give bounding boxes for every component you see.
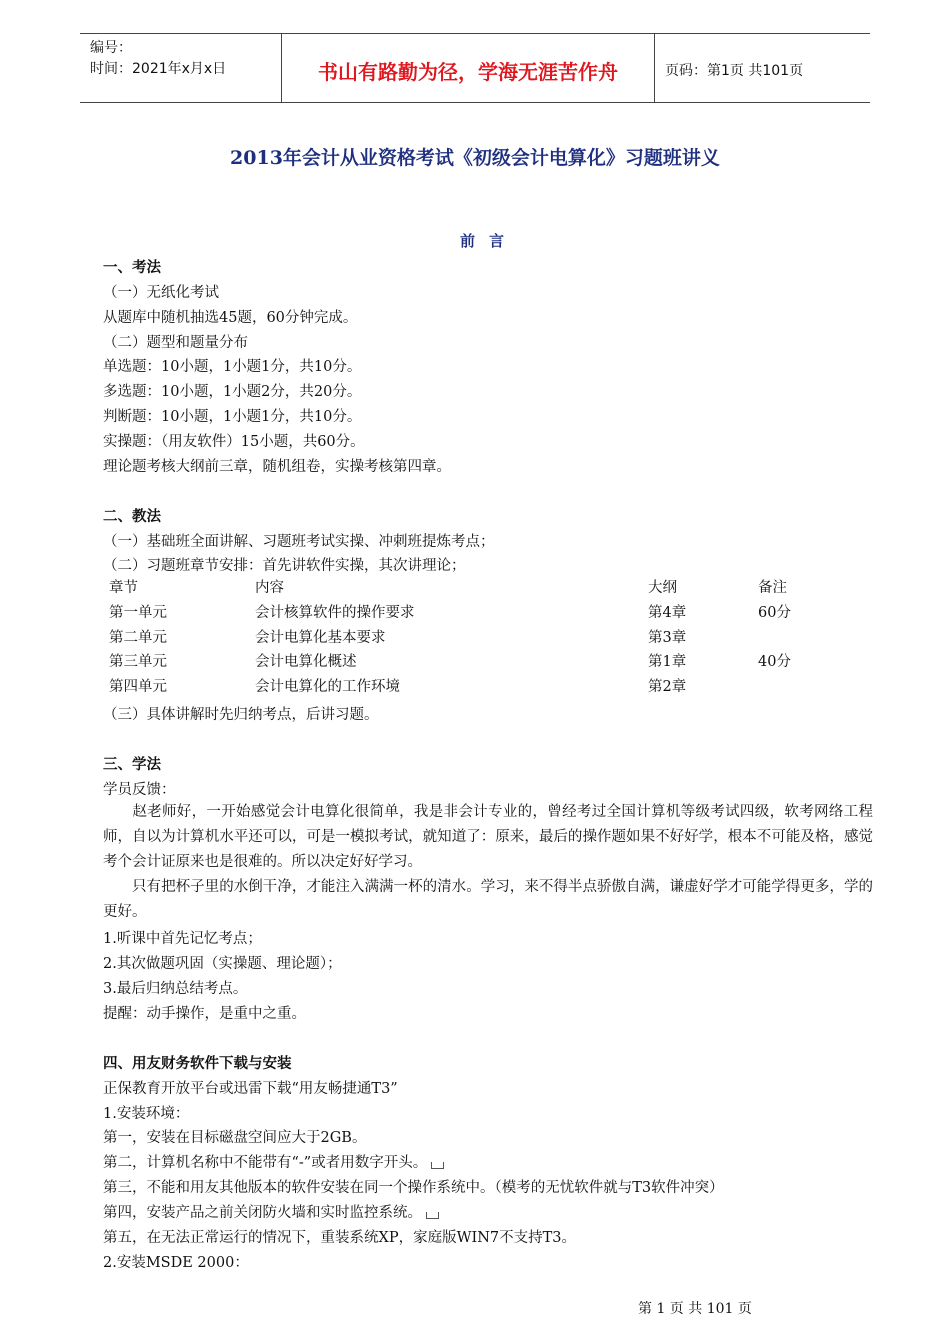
table-cell: 第1章	[648, 654, 687, 671]
time-text: 时间：2021年x月x日	[90, 61, 227, 77]
section-heading: 四、用友财务软件下载与安装	[103, 1056, 292, 1072]
text-line: （二）题型和题量分布	[103, 335, 248, 351]
feedback-paragraph: 只有把杯子里的水倒干净，才能注入满满一杯的清水。学习，来不得半点骄傲自满，谦虚好学才可能学得更多，学的更好。	[103, 879, 873, 920]
header-page-number: 页码：第1页 共101页	[665, 63, 804, 79]
text-line: 实操题：（用友软件）15小题，共60分。	[103, 434, 365, 450]
table-cell: 第四单元	[109, 679, 167, 696]
preface-title: 前言	[459, 232, 518, 250]
section-heading: 一、考法	[103, 260, 161, 276]
header-divider	[654, 34, 655, 102]
text-line: 多选题：10小题，1小题2分，共20分。	[103, 384, 362, 400]
text-line: 1.听课中首先记忆考点；	[103, 931, 262, 947]
table-row	[109, 626, 809, 651]
table-cell: 会计电算化概述	[255, 654, 357, 671]
table-header-cell: 章节	[109, 580, 138, 596]
text-line: 判断题：10小题，1小题1分，共10分。	[103, 409, 362, 425]
text-line: 3.最后归纳总结考点。	[103, 981, 248, 997]
table-header-cell: 内容	[255, 580, 284, 596]
text-line: （三）具体讲解时先归纳考点，后讲习题。	[103, 707, 379, 723]
table-cell: 60分	[758, 604, 791, 621]
text-line: 2.安装MSDE 2000：	[103, 1255, 249, 1271]
return-mark-icon	[426, 1212, 439, 1219]
feedback-paragraph: 赵老师好，一开始感觉会计电算化很简单，我是非会计专业的，曾经考过全国计算机等级考试四级，软考网络工程师，自以为计算机水平还可以，可是一模拟考试，就知道了：原来，最后的操作题如果不好好学，根本不可能及格，感觉考个会计证原来也是很难的。所以决定好好学习。	[103, 804, 873, 870]
table-cell: 第4章	[648, 604, 687, 621]
return-mark-icon	[431, 1162, 444, 1169]
table-cell: 40分	[758, 654, 791, 671]
table-row	[109, 650, 809, 675]
text-line: 正保教育开放平台或迅雷下载“用友畅捷通T3”	[103, 1081, 398, 1097]
table-row	[109, 675, 809, 700]
text-line: 单选题：10小题，1小题1分，共10分。	[103, 359, 362, 375]
text-line: 1.安装环境：	[103, 1106, 190, 1122]
text-line: 2.其次做题巩固（实操题、理论题）；	[103, 956, 342, 972]
section-heading: 三、学法	[103, 757, 161, 773]
table-header-cell: 备注	[758, 580, 787, 596]
text-line: （一）无纸化考试	[103, 285, 219, 301]
text-line: 学员反馈：	[103, 782, 176, 798]
text-line: 提醒：动手操作，是重中之重。	[103, 1006, 306, 1022]
table-cell: 第3章	[648, 629, 687, 646]
table-header-cell: 大纲	[648, 580, 677, 596]
table-cell: 会计核算软件的操作要求	[255, 604, 415, 621]
table-cell: 第一单元	[109, 604, 167, 621]
section-heading: 二、教法	[103, 509, 161, 525]
page-footer: 第 1 页 共 101 页	[638, 1301, 752, 1317]
table-row	[109, 601, 809, 626]
text-line: （一）基础班全面讲解、习题班考试实操、冲刺班提炼考点；	[103, 534, 495, 550]
text-line: （二）习题班章节安排：首先讲软件实操，其次讲理论；	[103, 558, 466, 574]
text-line: 从题库中随机抽选45题，60分钟完成。	[103, 310, 358, 326]
document-title: 2013年会计从业资格考试《初级会计电算化》习题班讲义	[230, 147, 720, 169]
chapter-table	[109, 576, 809, 700]
header-meta	[90, 38, 226, 80]
header-motto: 书山有路勤为径，学海无涯苦作舟	[318, 60, 618, 84]
text-line: 第四，安装产品之前关闭防火墙和实时监控系统。	[103, 1201, 439, 1222]
text-line: 第五，在无法正常运行的情况下，重装系统XP，家庭版WIN7不支持T3。	[103, 1230, 577, 1246]
table-cell: 会计电算化的工作环境	[255, 679, 400, 696]
text-line: 理论题考核大纲前三章，随机组卷，实操考核第四章。	[103, 459, 451, 475]
table-cell: 第2章	[648, 679, 687, 696]
table-cell: 第三单元	[109, 654, 167, 671]
text-line: 第一，安装在目标磁盘空间应大于2GB。	[103, 1130, 367, 1146]
table-cell: 第二单元	[109, 629, 167, 646]
table-cell: 会计电算化基本要求	[255, 629, 386, 646]
page-header	[80, 33, 870, 103]
text-line: 第二，计算机名称中不能带有“-”或者用数字开头。	[103, 1151, 444, 1172]
text-line: 第三，不能和用友其他版本的软件安装在同一个操作系统中。（模考的无忧软件就与T3软件冲突）	[103, 1180, 724, 1196]
serial-label: 编号：	[90, 40, 132, 56]
table-header-row	[109, 576, 809, 601]
